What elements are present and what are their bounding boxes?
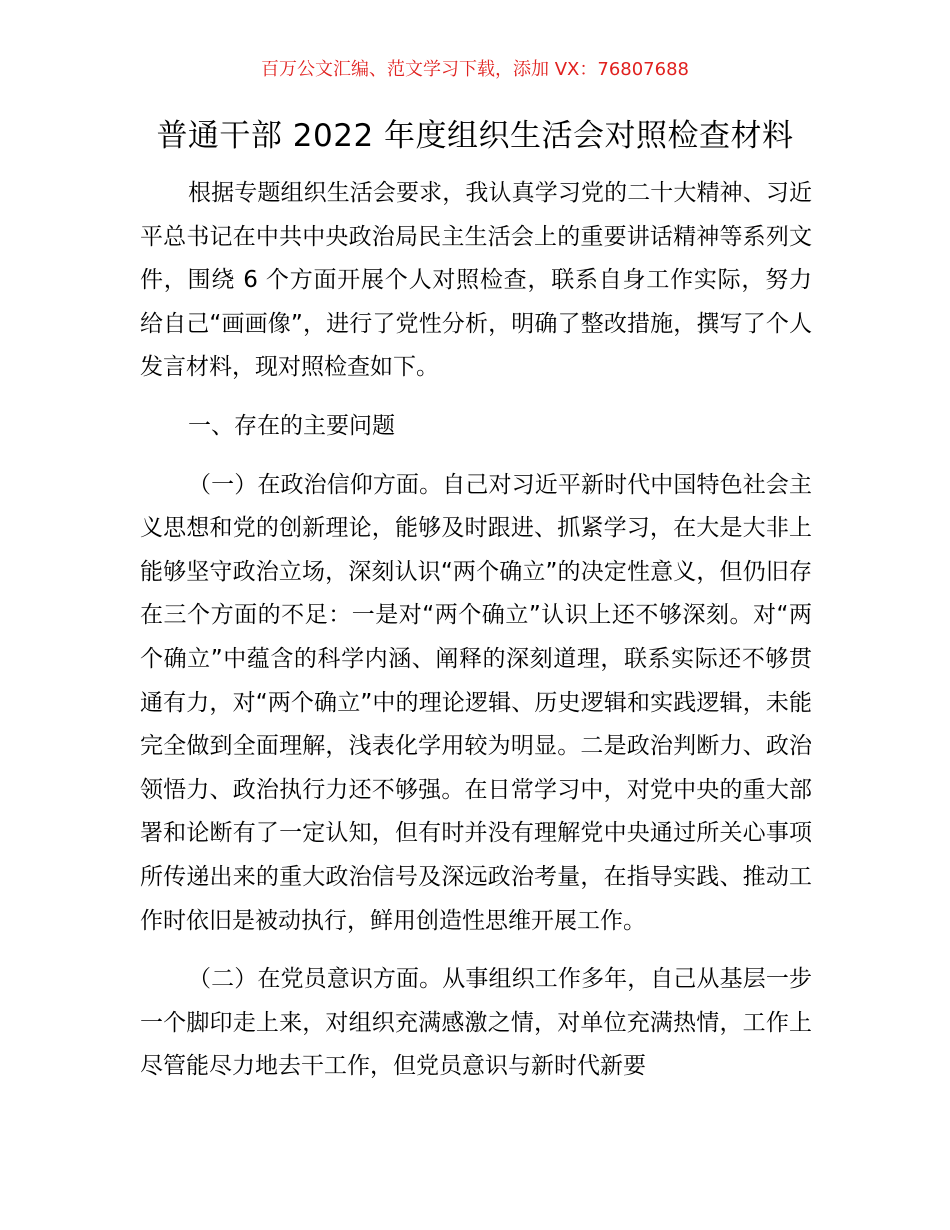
section-heading: 一、存在的主要问题 <box>188 412 395 439</box>
paragraph-spacer <box>140 449 812 464</box>
political-belief-paragraph: （一）在政治信仰方面。自己对习近平新时代中国特色社会主义思想和党的创新理论，能够及时跟进、抓紧学习，在大是大非上能够坚守政治立场，深刻认识“两个确立”的决定性意义，但仍旧存在三个方面的不足：一是对“两个确立”认识上还不够深刻。对“两个确立”中蕴含的科学内涵、阐释的深刻道理，联系实际还不够贯通有力，对“两个确立”中的理论逻辑、历史逻辑和实践逻辑，未能完全做到全面理解，浅表化学用较为明显。二是政治判断力、政治领悟力、政治执行力还不够强。在日常学习中，对党中央的重大部署和论断有了一定认知，但有时并没有理解党中央通过所关心事项所传递出来的重大政治信号及深远政治考量，在指导实践、推动工作时依旧是被动执行，鲜用创造性思维开展工作。 <box>140 471 812 934</box>
paragraph-spacer <box>140 390 812 405</box>
party-awareness-paragraph: （二）在党员意识方面。从事组织工作多年，自己从基层一步一个脚印走上来，对组织充满感激之情，对单位充满热情，工作上尽管能尽力地去干工作，但党员意识与新时代新要 <box>140 966 812 1080</box>
document-body <box>140 172 812 1089</box>
document-title: 普通干部 2022 年度组织生活会对照检查材料 <box>156 118 794 154</box>
paragraph-spacer <box>140 943 812 958</box>
watermark-header: 百万公文汇编、范文学习下载，添加 VX：76807688 <box>261 59 689 80</box>
intro-paragraph: 根据专题组织生活会要求，我认真学习党的二十大精神、习近平总书记在中共中央政治局民主生活会上的重要讲话精神等系列文件，围绕 6 个方面开展个人对照检查，联系自身工作实际，努力给自己“画画像”，进行了党性分析，明确了整改措施，撰写了个人发言材料，现对照检查如下。 <box>140 180 812 381</box>
